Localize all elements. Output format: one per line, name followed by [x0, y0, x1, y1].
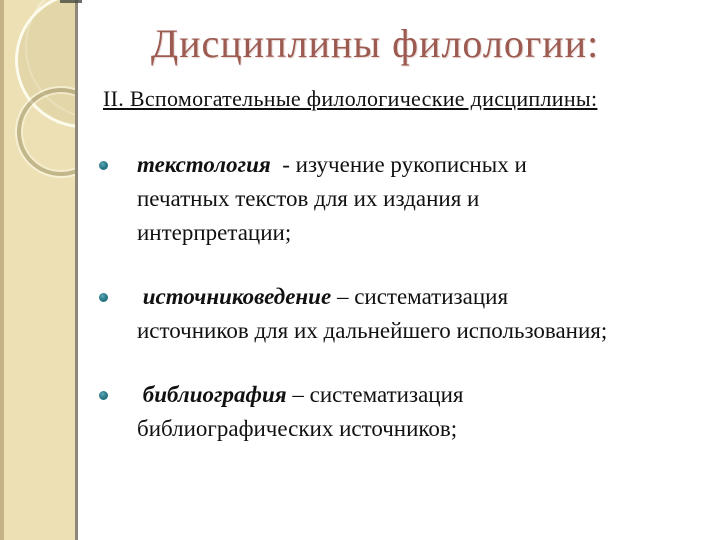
- bullet-item-bibliography: [99, 378, 700, 446]
- bullet-line: интерпретации;: [137, 220, 292, 245]
- bullet-list: [99, 148, 700, 476]
- bullet-line: [137, 280, 700, 314]
- bullet-dot-icon: [99, 161, 108, 170]
- bullet-text: – систематизация: [331, 284, 509, 309]
- bullet-item-source-studies: [99, 280, 700, 348]
- bullet-dot-icon: [99, 391, 108, 400]
- decorative-circle-outline-small: [17, 88, 78, 176]
- bullet-term: источниковедение: [137, 284, 332, 309]
- slide-subtitle: II. Вспомогательные филологические дисциплины:: [103, 86, 598, 111]
- bullet-line: [137, 148, 700, 182]
- bullet-line: [137, 378, 700, 412]
- bullet-line: источников для их дальнейшего использования;: [137, 318, 608, 343]
- bullet-term: библиография: [137, 382, 287, 407]
- top-edge-mark: [60, 0, 82, 3]
- bullet-text: - изучение рукописных и: [270, 152, 527, 177]
- bullet-item-textology: [99, 148, 700, 250]
- left-decorative-band: [0, 0, 78, 540]
- bullet-text: – систематизация: [286, 382, 464, 407]
- slide-title: Дисциплины филологии:: [150, 21, 600, 66]
- bullet-dot-icon: [99, 293, 108, 302]
- bullet-line: печатных текстов для их издания и: [137, 186, 480, 211]
- bullet-term: текстология: [137, 152, 271, 177]
- bullet-line: библиографических источников;: [137, 416, 458, 441]
